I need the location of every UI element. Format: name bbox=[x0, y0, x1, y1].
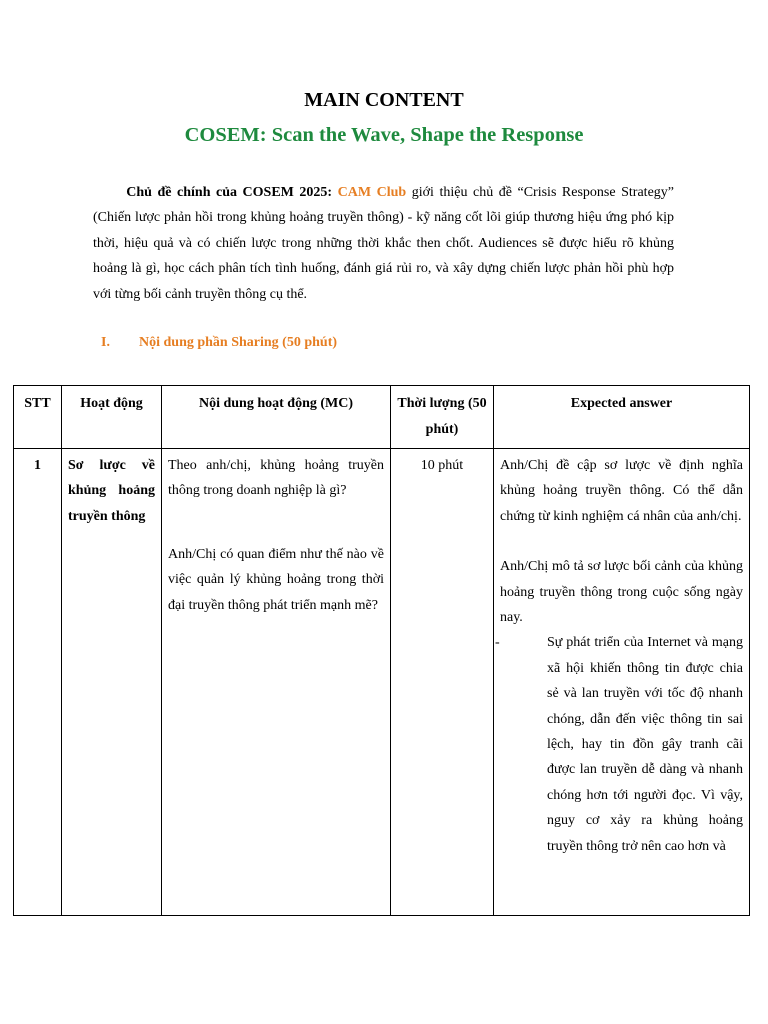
expected-bullet-list bbox=[500, 630, 743, 859]
header-expected: Expected answer bbox=[494, 386, 750, 449]
cell-content bbox=[162, 449, 391, 916]
intro-paragraph bbox=[93, 180, 674, 307]
mc-question-1: Theo anh/chị, khủng hoảng truyền thông trong doanh nghiệp là gì? bbox=[168, 458, 384, 499]
cell-expected bbox=[494, 449, 750, 916]
header-activity: Hoạt động bbox=[62, 386, 162, 449]
spacer bbox=[500, 529, 743, 554]
sharing-table bbox=[13, 385, 750, 916]
section-title: Nội dung phần Sharing (50 phút) bbox=[139, 335, 338, 350]
cell-activity: Sơ lược về khủng hoảng truyền thông bbox=[62, 449, 162, 916]
cell-stt: 1 bbox=[14, 449, 62, 916]
page-subtitle: COSEM: Scan the Wave, Shape the Response bbox=[184, 124, 584, 146]
cell-duration: 10 phút bbox=[391, 449, 494, 916]
header-content: Nội dung hoạt động (MC) bbox=[162, 386, 391, 449]
expected-answer-2: Anh/Chị mô tả sơ lược bối cảnh của khủng hoảng truyền thông trong cuộc sống ngày nay. bbox=[500, 559, 743, 626]
spacer bbox=[168, 504, 384, 542]
intro-club-name: CAM Club bbox=[337, 185, 407, 200]
table-header-row bbox=[14, 386, 750, 449]
intro-text: giới thiệu chủ đề “Crisis Response Strategy” (Chiến lược phản hồi trong khủng hoảng truyền thông) - kỹ năng cốt lõi giúp thương hiệu ứng phó kịp thời, hiệu quả và có chiến lược trong những thời khắc then chốt. Audiences sẽ được hiểu rõ khủng hoảng là gì, học cách phân tích tình huống, đánh giá rủi ro, và xây dựng chiến lược phản hồi phù hợp với từng bối cảnh truyền thông cụ thể. bbox=[93, 185, 674, 302]
intro-lead: Chủ đề chính của COSEM 2025: bbox=[126, 185, 333, 200]
section-heading bbox=[101, 333, 337, 353]
table-row bbox=[14, 449, 750, 916]
page-title: MAIN CONTENT bbox=[304, 89, 464, 111]
mc-question-2: Anh/Chị có quan điểm như thế nào về việc quản lý khủng hoảng trong thời đại truyền thông phát triển mạnh mẽ? bbox=[168, 546, 384, 613]
expected-answer-1: Anh/Chị đề cập sơ lược về định nghĩa khủng hoảng truyền thông. Có thể dẫn chứng từ kinh nghiệm cá nhân của anh/chị. bbox=[500, 458, 743, 524]
header-duration: Thời lượng (50 phút) bbox=[391, 386, 494, 449]
section-number: I. bbox=[101, 335, 110, 350]
header-stt: STT bbox=[14, 386, 62, 449]
list-item: - Sự phát triển của Internet và mạng xã hội khiến thông tin được chia sẻ và lan truyền với tốc độ nhanh chóng, dẫn đến việc thông tin sai lệch, hay tin đồn gây tranh cãi được lan truyền dễ dàng và nhanh chóng hơn tới người đọc. Vì vậy, nguy cơ xảy ra khủng hoảng truyền thông trở nên cao hơn và bbox=[509, 630, 743, 859]
